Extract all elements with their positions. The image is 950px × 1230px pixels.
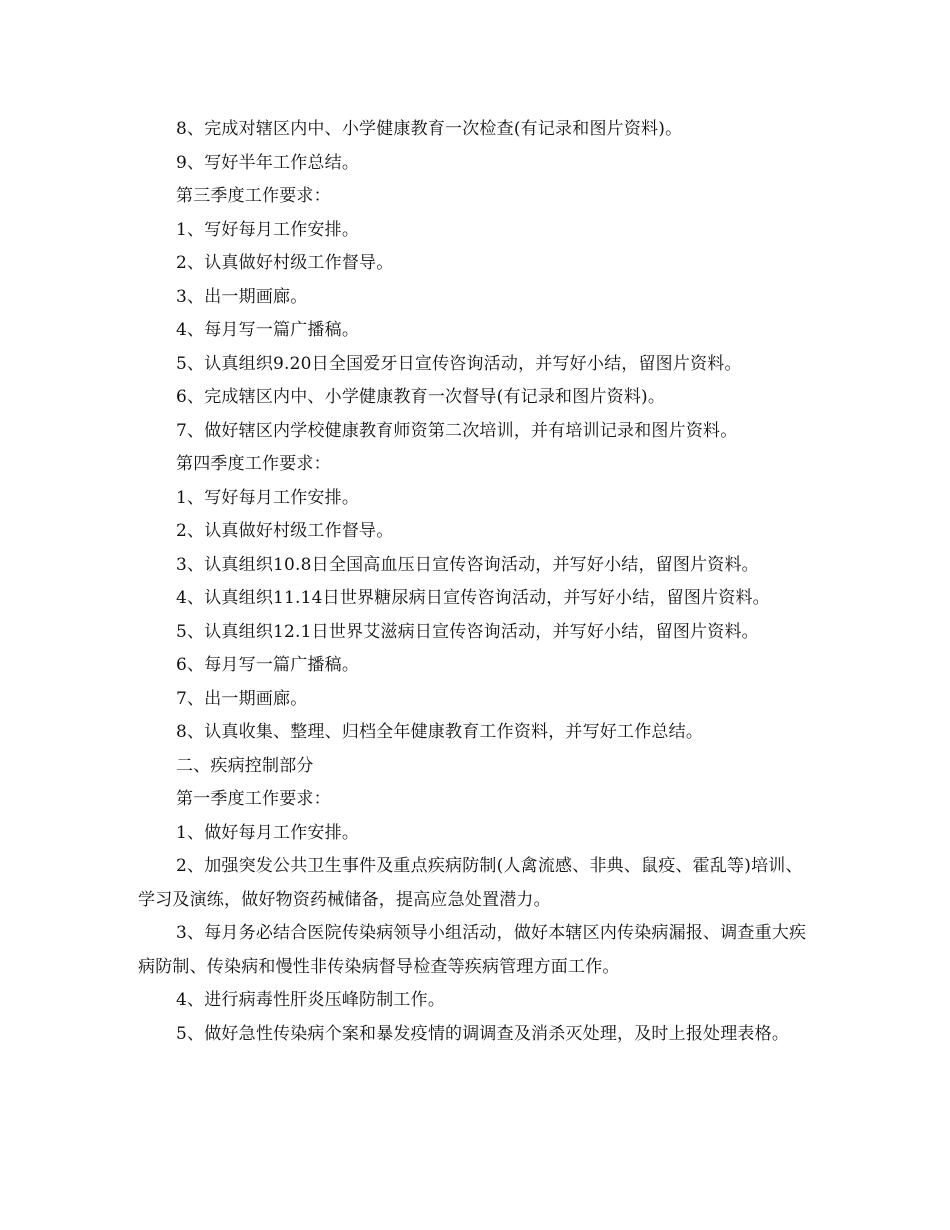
paragraph: 9、写好半年工作总结。 — [176, 152, 360, 173]
paragraph: 2、加强突发公共卫生事件及重点疾病防制(人禽流感、非典、鼠疫、霍乱等)培训、学习及演练，做好物资药械储备，提高应急处置潜力。 — [138, 856, 803, 910]
paragraph: 2、认真做好村级工作督导。 — [176, 253, 394, 273]
paragraph: 5、认真组织12.1日世界艾滋病日宣传咨询活动，并写好小结，留图片资料。 — [176, 621, 759, 642]
section-heading: 第三季度工作要求： — [176, 186, 331, 206]
paragraph: 4、认真组织11.14日世界糖尿病日宣传咨询活动，并写好小结，留图片资料。 — [176, 588, 770, 608]
section-heading: 第一季度工作要求： — [176, 789, 331, 809]
section-heading: 二、疾病控制部分 — [176, 755, 314, 776]
paragraph: 4、进行病毒性肝炎压峰防制工作。 — [176, 990, 446, 1010]
paragraph: 8、完成对辖区内中、小学健康教育一次检查(有记录和图片资料)。 — [176, 119, 683, 139]
paragraph: 7、做好辖区内学校健康教育师资第二次培训，并有培训记录和图片资料。 — [176, 420, 738, 441]
paragraph: 1、做好每月工作安排。 — [176, 822, 360, 843]
paragraph: 7、出一期画廊。 — [176, 688, 308, 709]
paragraph: 5、做好急性传染病个案和暴发疫情的调调查及消杀灭处理，及时上报处理表格。 — [176, 1023, 790, 1044]
document-body — [138, 113, 818, 1051]
paragraph: 1、写好每月工作安排。 — [176, 219, 360, 240]
paragraph: 1、写好每月工作安排。 — [176, 487, 360, 508]
section-heading: 第四季度工作要求： — [176, 454, 331, 474]
paragraph: 2、认真做好村级工作督导。 — [176, 521, 394, 541]
paragraph: 3、每月务必结合医院传染病领导小组活动，做好本辖区内传染病漏报、调查重大疾病防制、传染病和慢性非传染病督导检查等疾病管理方面工作。 — [138, 923, 807, 977]
paragraph: 6、每月写一篇广播稿。 — [176, 655, 360, 675]
paragraph: 5、认真组织9.20日全国爱牙日宣传咨询活动，并写好小结，留图片资料。 — [176, 353, 742, 374]
paragraph: 3、认真组织10.8日全国高血压日宣传咨询活动，并写好小结，留图片资料。 — [176, 554, 759, 575]
paragraph: 8、认真收集、整理、归档全年健康教育工作资料，并写好工作总结。 — [176, 722, 704, 742]
paragraph: 4、每月写一篇广播稿。 — [176, 320, 360, 340]
paragraph: 3、出一期画廊。 — [176, 286, 308, 307]
paragraph: 6、完成辖区内中、小学健康教育一次督导(有记录和图片资料)。 — [176, 387, 666, 407]
